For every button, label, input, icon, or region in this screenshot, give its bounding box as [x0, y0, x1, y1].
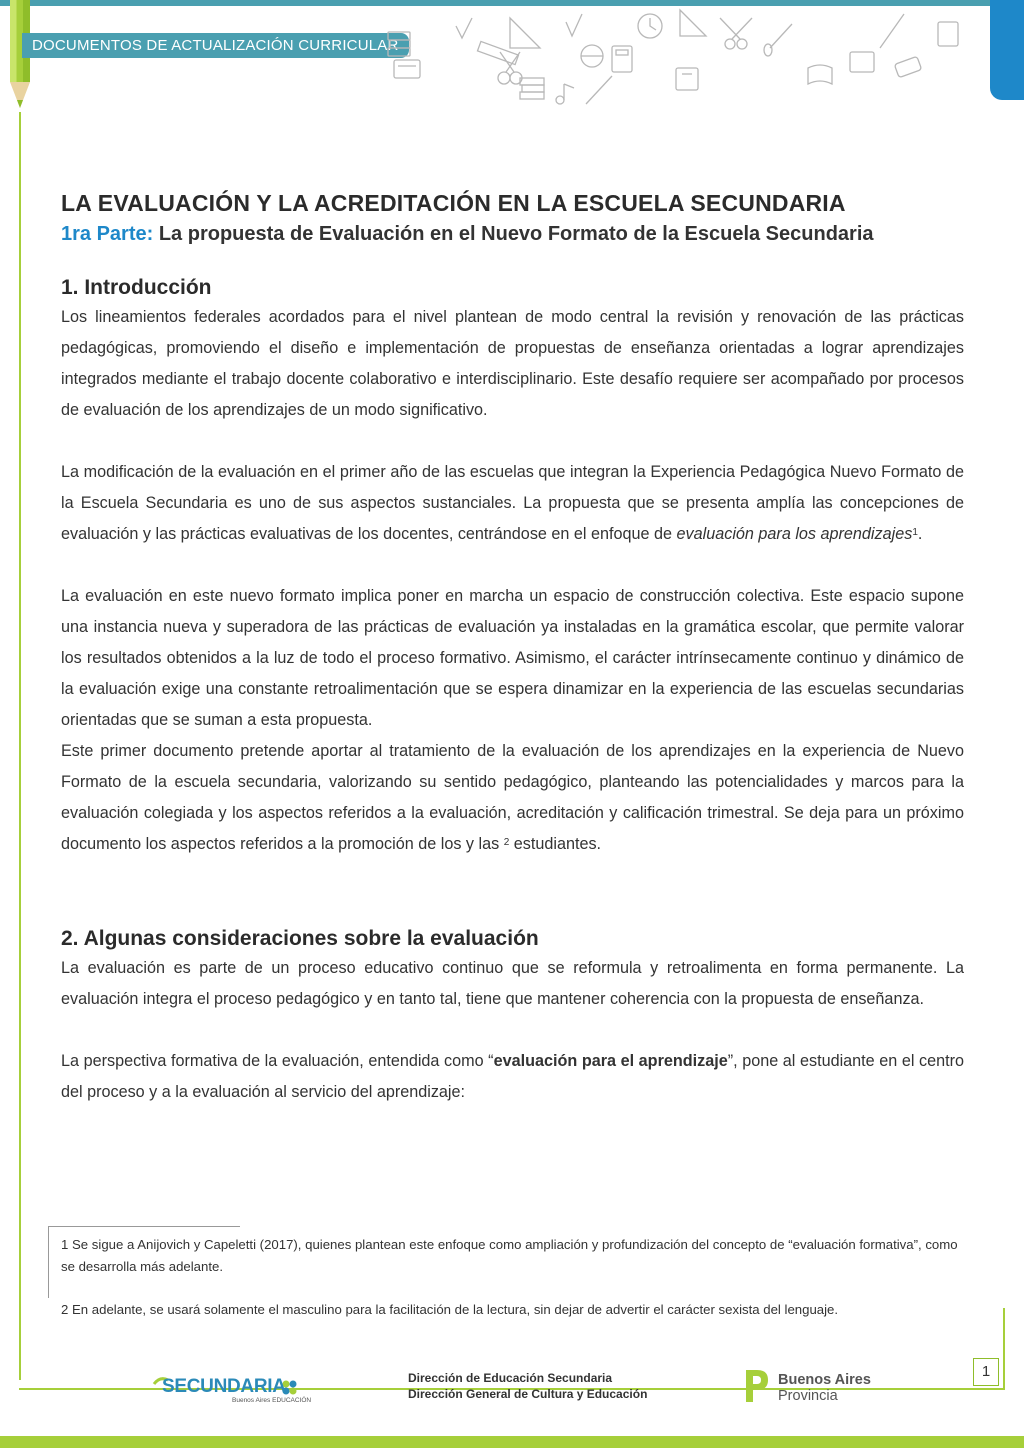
paragraph-text: ”, pone al estudiante en el centro del proceso y a la evaluación al servicio del aprendizaje: — [61, 1052, 965, 1101]
corner-tab — [990, 0, 1024, 100]
calculator-icon — [938, 22, 958, 46]
direction-name: Dirección de Educación Secundaria — [408, 1371, 613, 1385]
books-icon — [520, 78, 544, 99]
scissors-icon — [720, 18, 752, 49]
section2-heading: 2. Algunas consideraciones sobre la evaluación — [61, 927, 539, 950]
footnote-number: 2 — [61, 1302, 69, 1317]
calculator-icon — [612, 46, 632, 72]
section1-paragraph: La evaluación en este nuevo formato implica poner en marcha un espacio de construcción colectiva. Este espacio supone una instancia nueva y superadora de las prácticas de evaluación ya instaladas en la gramática escolar, que permite valorar los resultados obtenidos a la luz de todo el proceso formativo. Asimismo, el carácter intrínsecamente continuo y dinámico de la evaluación exige una constante retroalimentación que se espera dinamizar en la experiencia de las escuelas secundarias orientadas que se suman a esta propuesta. — [61, 587, 964, 729]
eraser-icon — [894, 56, 921, 77]
ruler-icon — [477, 41, 518, 64]
subtitle-text: La propuesta de Evaluación en el Nuevo Formato de la Escuela Secundaria — [153, 223, 874, 245]
paragraph-text: Este primer documento pretende aportar al tratamiento de la evaluación de los aprendizajes en la experiencia de Nuevo Formato de la escuela secundaria, valorizando su sentido pedagógico, planteando las potencialidades y marcos para la evaluación colegiada y los aspectos referidos a la evaluación, acreditación y calificación trimestral. Se deja para un próximo documento los aspectos referidos a la promoción de los y las — [61, 742, 964, 853]
footer-line — [1003, 1308, 1005, 1390]
pencil-lead — [17, 100, 23, 108]
paragraph-text: La perspectiva formativa de la evaluación, entendida como “ — [61, 1052, 494, 1070]
set-square-icon — [510, 18, 540, 48]
emphasis-text: evaluación para los aprendizajes — [676, 525, 913, 543]
buenos-aires-logo-line1: Buenos Aires — [778, 1372, 871, 1388]
pencil-icon — [880, 14, 904, 48]
note-icon — [556, 84, 574, 104]
buenos-aires-logo-icon — [742, 1368, 770, 1404]
direction-general-name: Dirección General de Cultura y Educación — [408, 1387, 648, 1401]
footnote-ref: 1 — [912, 527, 918, 538]
section2-paragraph — [61, 1046, 964, 1108]
paragraph-text: . — [917, 525, 923, 543]
top-rule — [0, 0, 1024, 6]
footnote-divider — [48, 1226, 49, 1298]
footnote-text: Se sigue a Anijovich y Capeletti (2017), quienes plantean este enfoque como ampliación y profundización del concepto de “evaluación formativa”, como se desarrolla más adelante. — [61, 1237, 958, 1274]
notebook-icon — [850, 52, 874, 72]
section1-paragraph — [61, 457, 964, 550]
main-content — [61, 188, 964, 1108]
footnote-ref: 2 — [503, 837, 510, 848]
check-icon — [456, 18, 472, 38]
paragraph-text: estudiantes. — [509, 835, 602, 853]
school-doodles — [380, 8, 980, 108]
footnote-text: En adelante, se usará solamente el masculino para la facilitación de la lectura, sin dejar de advertir el carácter sexista del lenguaje. — [68, 1302, 839, 1317]
paintbrush-icon — [764, 24, 792, 56]
book-open-icon — [808, 65, 832, 84]
paragraph-text: La modificación de la evaluación en el primer año de las escuelas que integran la Experiencia Pedagógica Nuevo Formato de la Escuela Secundaria es uno de sus aspectos sustanciales. La propuesta que se presenta amplía las concepciones de evaluación y las prácticas evaluativas de los docentes, centrándose en el enfoque de — [61, 463, 964, 543]
buenos-aires-logo-line2: Provincia — [778, 1388, 838, 1404]
secundaria-logo-subtext: Buenos Aires EDUCACIÓN — [232, 1397, 312, 1404]
books-icon — [676, 68, 698, 90]
page-number: 1 — [973, 1358, 999, 1386]
section1-paragraph: Los lineamientos federales acordados para el nivel plantean de modo central la revisión y renovación de las prácticas pedagógicas, promoviendo el diseño e implementación de propuestas de enseñanza orientadas a lograr aprendizajes integrados mediante el trabajo docente colaborativo e interdisciplinario. Este desafío requiere ser acompañado por procesos de evaluación de los aprendizajes de un modo significativo. — [61, 308, 964, 419]
section1-paragraph — [61, 736, 964, 860]
bold-text: evaluación para el aprendizaje — [493, 1052, 728, 1070]
header-band: DOCUMENTOS DE ACTUALIZACIÓN CURRICULAR — [22, 33, 409, 58]
pencil-icon — [586, 76, 612, 104]
document-title: LA EVALUACIÓN Y LA ACREDITACIÓN EN LA ESCUELA SECUNDARIA — [61, 190, 846, 216]
clock-icon — [638, 14, 662, 38]
margin-line — [19, 112, 21, 1380]
set-square-icon — [680, 10, 706, 36]
notebook-icon — [394, 60, 420, 78]
footnote-number: 1 — [61, 1237, 69, 1252]
subtitle-lead: 1ra Parte: — [61, 223, 154, 245]
footnote-divider — [48, 1226, 240, 1227]
secundaria-logo: SECUNDARIA — [162, 1376, 286, 1397]
check-icon — [566, 14, 582, 36]
bottom-band — [0, 1436, 1024, 1448]
document-subtitle — [61, 220, 964, 248]
footnote-2 — [61, 1299, 964, 1321]
section2-paragraph: La evaluación es parte de un proceso educativo continuo que se reformula y retroalimenta en forma permanente. La evaluación integra el proceso pedagógico y en tanto tal, tiene que mantener coherencia con la propuesta de enseñanza. — [61, 959, 964, 1008]
footnote-1 — [61, 1234, 964, 1278]
section1-heading: 1. Introducción — [61, 276, 212, 299]
books-icon — [388, 32, 410, 56]
globe-icon — [581, 45, 603, 67]
